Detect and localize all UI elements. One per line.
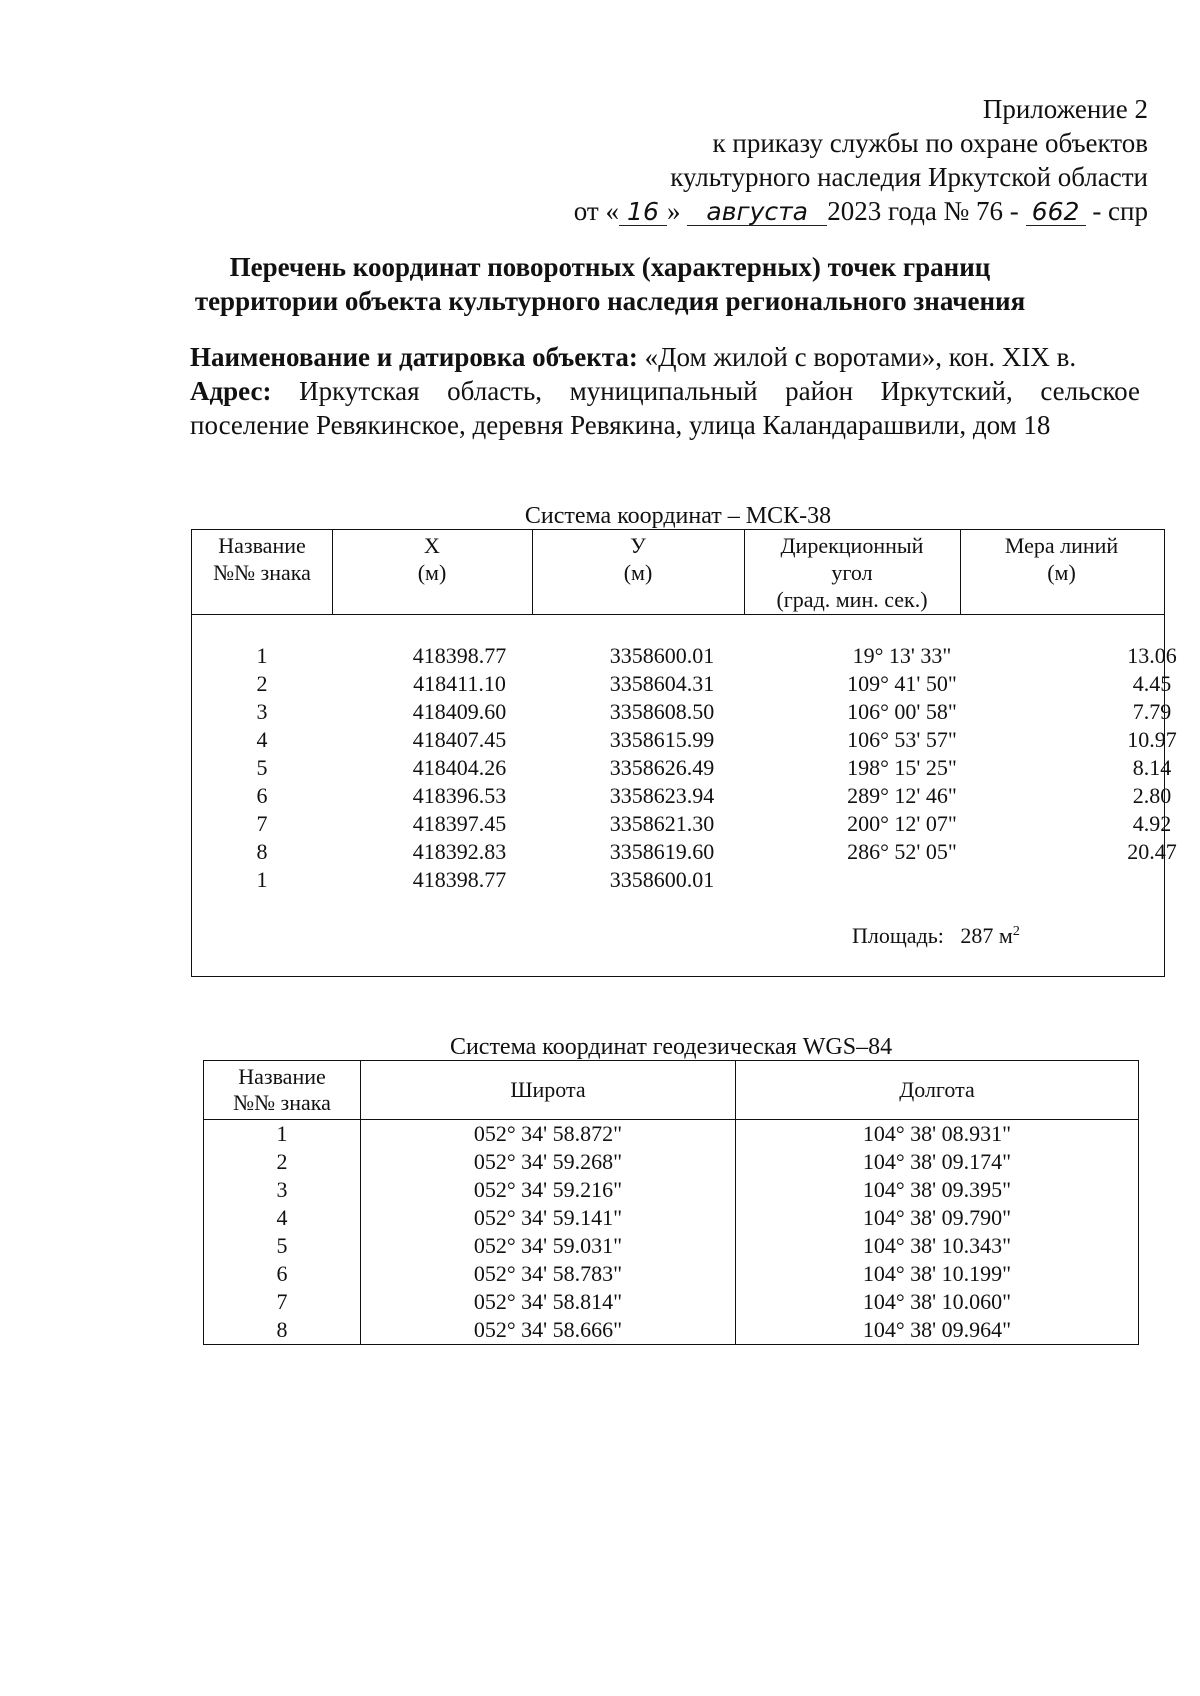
- area-value: 287 м: [960, 923, 1013, 948]
- object-address-label: Адрес:: [190, 376, 272, 406]
- order-year-text: 2023 года № 76 -: [827, 196, 1019, 226]
- cell-line-length: 20.47: [1127, 839, 1177, 864]
- appendix-header: [448, 92, 1148, 228]
- cell-direction-angle: 19° 13' 33": [852, 643, 952, 668]
- cell-point-number: 3: [204, 1176, 361, 1204]
- header-x: [332, 530, 532, 614]
- date-prefix: от «: [573, 196, 619, 226]
- cell-latitude: 052° 34' 58.783": [361, 1260, 736, 1288]
- appendix-line-2: к приказу службы по охране объектов: [712, 128, 1148, 158]
- msk-coordinates-table: [191, 529, 1177, 977]
- cell-point-number: 5: [204, 1232, 361, 1260]
- header-length-line-2: (м): [1047, 560, 1076, 585]
- document-title: [120, 250, 1100, 318]
- cell-longitude: 104° 38' 09.395": [736, 1176, 1139, 1204]
- header-x-line-1: X: [424, 533, 440, 558]
- cell-latitude: 052° 34' 59.031": [361, 1232, 736, 1260]
- area-unit-superscript: 2: [1012, 924, 1020, 939]
- cell-longitude: 104° 38' 10.199": [736, 1260, 1139, 1288]
- cell-direction-angle: 286° 52' 05": [847, 839, 957, 864]
- table-row: [204, 1176, 1139, 1204]
- header-direction-angle: [744, 530, 960, 614]
- cell-latitude: 052° 34' 59.268": [361, 1148, 736, 1176]
- table-row: [204, 1288, 1139, 1316]
- table-row: [192, 782, 1172, 810]
- header-y-line-2: (м): [623, 560, 653, 585]
- table-row: [204, 1120, 1139, 1149]
- cell-latitude: 052° 34' 59.216": [361, 1176, 736, 1204]
- cell-y: 3358600.01: [609, 867, 715, 892]
- order-date-line: [448, 194, 1148, 228]
- cell-point-number: 4: [256, 727, 268, 752]
- table-row: [192, 754, 1172, 782]
- table-row: [204, 1260, 1139, 1288]
- cell-x: 418398.77: [412, 867, 507, 892]
- header-point-name-line-2: №№ знака: [233, 1090, 331, 1115]
- header-latitude: Широта: [361, 1061, 736, 1120]
- cell-direction-angle: 106° 53' 57": [847, 727, 957, 752]
- header-y-line-1: У: [630, 533, 646, 558]
- header-y: [532, 530, 744, 614]
- cell-longitude: 104° 38' 09.790": [736, 1204, 1139, 1232]
- object-address-value: Иркутская область, муниципальный район Иркутский, сельское поселение Ревякинское, деревня Ревякина, улица Каландарашвили, дом 18: [190, 376, 1140, 440]
- cell-y: 3358626.49: [609, 755, 715, 780]
- object-address-line: [190, 374, 1140, 442]
- cell-point-number: 2: [204, 1148, 361, 1176]
- object-name-label: Наименование и датировка объекта:: [190, 342, 638, 372]
- header-point-name-line-1: Название: [218, 533, 306, 558]
- cell-y: 3358619.60: [609, 839, 715, 864]
- object-name-value: «Дом жилой с воротами», кон. XIX в.: [644, 342, 1077, 372]
- object-name-line: [190, 340, 1140, 374]
- cell-longitude: 104° 38' 09.174": [736, 1148, 1139, 1176]
- handwritten-month: августа: [687, 199, 827, 226]
- cell-y: 3358621.30: [609, 811, 715, 836]
- cell-direction-angle: 109° 41' 50": [847, 671, 957, 696]
- cell-y: 3358604.31: [609, 671, 715, 696]
- cell-y: 3358608.50: [609, 699, 715, 724]
- cell-line-length: 2.80: [1132, 783, 1172, 808]
- cell-point-number: 2: [256, 671, 268, 696]
- wgs-coordinates-table: [203, 1060, 1139, 1345]
- title-line-1: Перечень координат поворотных (характерных) точек границ: [229, 252, 991, 282]
- table-row: [192, 670, 1172, 698]
- cell-latitude: 052° 34' 58.814": [361, 1288, 736, 1316]
- cell-x: 418397.45: [412, 811, 507, 836]
- header-length-line-1: Мера линий: [1004, 533, 1119, 558]
- cell-line-length: 7.79: [1132, 699, 1172, 724]
- table-row: [204, 1148, 1139, 1176]
- date-mid: »: [666, 196, 681, 226]
- cell-longitude: 104° 38' 10.343": [736, 1232, 1139, 1260]
- header-angle-line-2: угол: [831, 560, 873, 585]
- cell-y: 3358600.01: [609, 643, 715, 668]
- cell-x: 418407.45: [412, 727, 507, 752]
- header-angle-line-1: Дирекционный: [780, 533, 924, 558]
- cell-point-number: 1: [256, 643, 268, 668]
- cell-point-number: 6: [256, 783, 268, 808]
- table-row: [192, 810, 1172, 838]
- appendix-line-1: Приложение 2: [982, 94, 1148, 124]
- cell-line-length: 4.92: [1132, 811, 1172, 836]
- table-row: [192, 838, 1177, 866]
- area-label: Площадь:: [852, 923, 944, 948]
- cell-x: 418411.10: [413, 671, 506, 696]
- cell-line-length: 4.45: [1132, 671, 1172, 696]
- header-line-length: [960, 530, 1163, 614]
- cell-line-length: 8.14: [1132, 755, 1172, 780]
- cell-point-number: 1: [204, 1120, 361, 1149]
- cell-point-number: 6: [204, 1260, 361, 1288]
- msk-table-header: [192, 530, 1164, 615]
- table-row: [192, 642, 1177, 670]
- cell-x: 418398.77: [412, 643, 507, 668]
- handwritten-day: 16: [619, 199, 667, 226]
- header-point-name: [204, 1061, 361, 1120]
- cell-y: 3358623.94: [609, 783, 715, 808]
- cell-point-number: 8: [256, 839, 268, 864]
- cell-direction-angle: 200° 12' 07": [847, 811, 957, 836]
- cell-point-number: 7: [256, 811, 268, 836]
- cell-line-length: 13.06: [1127, 643, 1177, 668]
- cell-latitude: 052° 34' 59.141": [361, 1204, 736, 1232]
- header-x-line-2: (м): [417, 560, 447, 585]
- table-row: [204, 1204, 1139, 1232]
- cell-point-number: 3: [256, 699, 268, 724]
- header-longitude: Долгота: [736, 1061, 1139, 1120]
- wgs-table-caption: Система координат геодезическая WGS–84: [449, 1034, 893, 1060]
- table-row: [192, 726, 1177, 754]
- cell-point-number: 1: [256, 867, 268, 892]
- cell-latitude: 052° 34' 58.872": [361, 1120, 736, 1149]
- appendix-line-3: культурного наследия Иркутской области: [670, 162, 1148, 192]
- cell-x: 418396.53: [412, 783, 507, 808]
- order-suffix: - спр: [1092, 196, 1148, 226]
- header-point-name-line-2: №№ знака: [213, 560, 311, 585]
- handwritten-order-number: 662: [1026, 199, 1086, 226]
- wgs-table-header: [204, 1061, 1139, 1120]
- table-row: [192, 866, 1164, 894]
- cell-point-number: 5: [256, 755, 268, 780]
- title-line-2: территории объекта культурного наследия регионального значения: [194, 286, 1026, 316]
- cell-x: 418392.83: [412, 839, 507, 864]
- table-row: [192, 698, 1172, 726]
- cell-latitude: 052° 34' 58.666": [361, 1316, 736, 1345]
- area-line: [852, 918, 1020, 950]
- cell-y: 3358615.99: [609, 727, 715, 752]
- cell-longitude: 104° 38' 10.060": [736, 1288, 1139, 1316]
- cell-longitude: 104° 38' 08.931": [736, 1120, 1139, 1149]
- table-row: [204, 1316, 1139, 1345]
- table-row: [204, 1232, 1139, 1260]
- header-point-name-line-1: Название: [238, 1064, 326, 1089]
- header-angle-line-3: (град. мин. сек.): [776, 587, 928, 612]
- cell-direction-angle: 106° 00' 58": [847, 699, 957, 724]
- cell-line-length: 10.97: [1127, 727, 1177, 752]
- cell-direction-angle: 198° 15' 25": [847, 755, 957, 780]
- cell-point-number: 7: [204, 1288, 361, 1316]
- cell-point-number: 8: [204, 1316, 361, 1345]
- cell-x: 418409.60: [412, 699, 507, 724]
- cell-direction-angle: 289° 12' 46": [847, 783, 957, 808]
- msk-table-caption: Система координат – МСК-38: [524, 503, 832, 529]
- cell-point-number: 4: [204, 1204, 361, 1232]
- cell-longitude: 104° 38' 09.964": [736, 1316, 1139, 1345]
- cell-x: 418404.26: [412, 755, 507, 780]
- header-point-name: [192, 530, 332, 614]
- object-info: [190, 340, 1140, 442]
